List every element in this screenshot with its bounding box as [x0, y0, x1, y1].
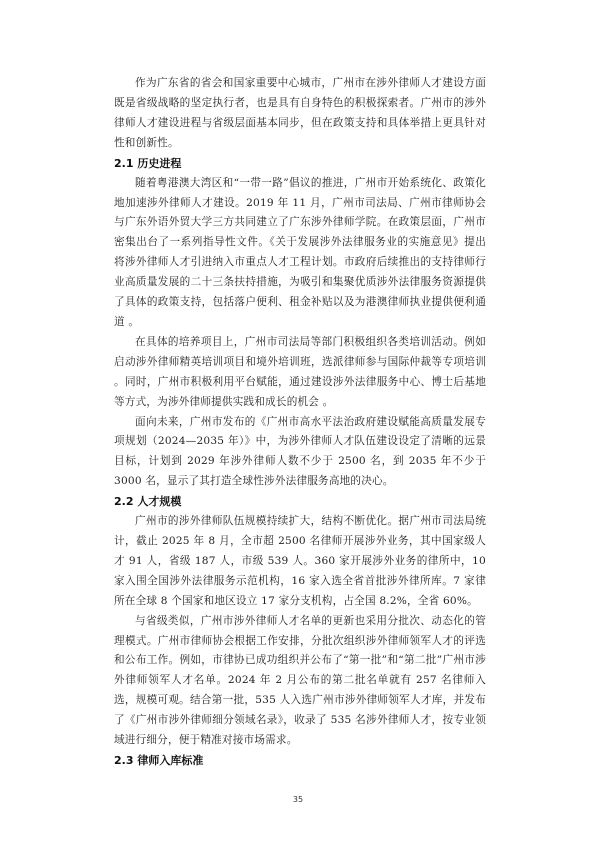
scale-paragraph-1: 广州市的涉外律师队伍规模持续扩大，结构不断优化。据广州市司法局统计，截止 2025 年 8 月，全市超 2500 名律师开展涉外业务，其中国家级人才 91 人，省级 187 人，市级 539 人。360 家开展涉外业务的律所中，10 家入围全国涉外法律服务示范机构，16 家入选全省首批涉外律所库。7 家律所在全球 8 个国家和地区设立 17 家分支机构，占全国 8.2%，全省 60%。 [114, 515, 486, 607]
history-paragraph-3: 面向未来，广州市发布的《广州市高水平法治政府建设赋能高质量发展专项规划（2024—2035 年）》中，为涉外律师人才队伍建设设定了清晰的远景目标，计划到 2029 年涉外律师人数不少于 2500 名，到 2035 年不少于 3000 名，显示了其打造全球性涉外法律服务高地的决心。 [114, 415, 486, 488]
section-heading-2-2: 2.2 人才规模 [114, 495, 182, 509]
intro-paragraph: 作为广东省的省会和国家重要中心城市，广州市在涉外律师人才建设方面既是省级战略的坚定执行者，也是具有自身特色的积极探索者。广州市的涉外律师人才建设进程与省级层面基本同步，但在政策支持和具体举措上更具针对性和创新性。 [114, 77, 486, 149]
section-heading-2-3: 2.3 律师入库标准 [114, 754, 204, 767]
page-number: 35 [292, 795, 304, 804]
history-paragraph-1: 随着粤港澳大湾区和“一带一路”倡议的推进，广州市开始系统化、政策化地加速涉外律师人才建设。2019 年 11 月，广州市司法局、广州市律师协会与广东外语外贸大学三方共同建立了广东涉外律师学院。在政策层面，广州市密集出台了一系列指导性文件。《关于发展涉外法律服务业的实施意见》提出将涉外律师人才引进纳入市重点人才工程计划。市政府后续推出的支持律师行业高质量发展的二十三条扶持措施，为吸引和集聚优质涉外法律服务资源提供了具体的政策支持，包括落户便利、租金补贴以及为港澳律师执业提供便利通道 。 [114, 176, 486, 328]
section-heading-2-1: 2.1 历史进程 [114, 156, 182, 170]
history-paragraph-2: 在具体的培养项目上，广州市司法局等部门积极组织各类培训活动。例如启动涉外律师精英培训项目和境外培训班，选派律师参与国际仲裁等专项培训 。同时，广州市积极利用平台赋能，通过建设涉外法律服务中心、博士后基地等方式，为涉外律师提供实践和成长的机会 。 [114, 335, 486, 408]
scale-paragraph-2: 与省级类似，广州市涉外律师人才名单的更新也采用分批次、动态化的管理模式。广州市律师协会根据工作安排，分批次组织涉外律师领军人才的评选和公布工作。例如，市律协已成功组织并公布了“第一批”和“第二批”广州市涉外律师领军人才名单。2024 年 2 月公布的第二批名单就有 257 名律师入选，规模可观。结合第一批，535 人入选广州市涉外律师领军人才库，并发布了《广州市涉外律师细分领域名录》，收录了 535 名涉外律师人才，按专业领域进行细分，便于精准对接市场需求。 [114, 614, 486, 747]
page-body [114, 74, 486, 771]
